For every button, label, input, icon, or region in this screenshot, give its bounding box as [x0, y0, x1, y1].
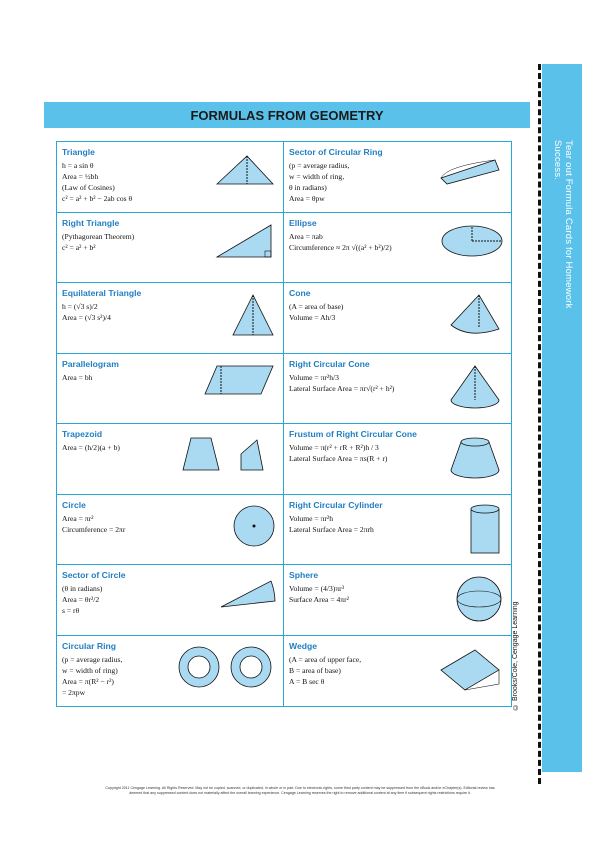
cell-title: Right Circular Cone — [289, 358, 370, 369]
ellipse-icon — [439, 221, 505, 262]
formula-line: Area = (√3 s²)/4 — [62, 313, 111, 323]
formula-cell — [57, 354, 284, 425]
formula-line: Circumference = 2πr — [62, 524, 126, 534]
formula-line: w = width of ring) — [62, 665, 118, 675]
tear-line — [538, 64, 541, 784]
formula-cell — [284, 424, 511, 495]
formula-line: Area = (h/2)(a + b) — [62, 443, 120, 453]
equilateral-triangle-icon — [229, 291, 277, 342]
frustum-icon — [445, 432, 505, 485]
cell-title: Frustum of Right Circular Cone — [289, 429, 417, 439]
formula-line: w = width of ring, — [289, 172, 345, 182]
formula-cell — [284, 142, 511, 213]
cell-title: Wedge — [289, 640, 318, 651]
cell-title: Circular Ring — [62, 640, 116, 651]
formula-cell — [57, 565, 284, 636]
formula-cell — [284, 213, 511, 284]
cell-title: Triangle — [62, 147, 95, 157]
right-triangle-icon — [213, 221, 277, 264]
formula-line: Area = bh — [62, 372, 93, 382]
formula-line: Volume = πr²h — [289, 513, 334, 523]
formula-cell — [57, 142, 284, 213]
cell-title: Right Triangle — [62, 217, 120, 228]
formula-line: c² = a² + b² − 2ab cos θ — [62, 194, 133, 204]
cell-title: Equilateral Triangle — [62, 288, 142, 298]
formula-line: Volume = (4/3)πr³ — [289, 584, 344, 594]
formula-line: Area = π(R² − r²) — [62, 676, 114, 686]
formula-line: Lateral Surface Area = πs(R + r) — [289, 454, 388, 464]
formula-line: Area = θr²/2 — [62, 595, 100, 605]
formula-line: (p = average radius, — [289, 161, 350, 171]
footer-line-1: Copyright 2011 Cengage Learning. All Rights Reserved. May not be copied, scanned, or duplicated, in whole or in part. Due to electronic rights, some third party content may be suppressed from the eBook and/or eChapter(s). Editorial review has — [105, 786, 495, 790]
footer — [70, 786, 530, 797]
formula-line: Surface Area = 4πr² — [289, 595, 349, 605]
formula-cell — [57, 424, 284, 495]
sphere-icon — [453, 573, 505, 628]
formula-cell — [284, 636, 511, 707]
formula-line: A = B sec θ — [289, 676, 325, 686]
cell-title: Sphere — [289, 570, 319, 580]
formula-cell — [57, 283, 284, 354]
triangle-icon — [213, 150, 277, 193]
formula-cell — [57, 213, 284, 284]
formula-line: Area = θpw — [289, 194, 325, 204]
formula-line: (A = area of base) — [289, 302, 344, 312]
cell-title: Right Circular Cylinder — [289, 499, 383, 510]
formula-line: Volume = πr²h/3 — [289, 372, 339, 382]
formula-line: Area = πab — [289, 231, 323, 241]
circle-icon — [231, 503, 277, 552]
formula-line: Lateral Surface Area = 2πrh — [289, 524, 374, 534]
formula-line: Lateral Surface Area = πr√(r² + h²) — [289, 383, 395, 393]
cell-title: Cone — [289, 288, 311, 298]
cell-title: Ellipse — [289, 217, 317, 228]
formula-line: s = rθ — [62, 606, 80, 616]
parallelogram-icon — [201, 362, 277, 403]
formula-cell — [284, 283, 511, 354]
formula-line: = 2πpw — [62, 687, 86, 697]
formula-line: Volume = Ah/3 — [289, 313, 336, 323]
formula-line: h = a sin θ — [62, 161, 94, 171]
ring-sector-icon — [437, 150, 505, 191]
formula-line: Area = πr² — [62, 513, 94, 523]
formula-cell — [57, 636, 284, 707]
cell-title: Circle — [62, 499, 86, 510]
cylinder-icon — [465, 503, 505, 562]
formula-grid — [56, 141, 512, 707]
formula-line: B = area of base) — [289, 665, 341, 675]
formula-cell — [284, 495, 511, 566]
cell-title: Sector of Circle — [62, 570, 126, 580]
formula-line: (Law of Cosines) — [62, 183, 115, 193]
formula-line: (p = average radius, — [62, 654, 123, 664]
circle-sector-icon — [215, 573, 277, 616]
formula-line: (A = area of upper face, — [289, 654, 362, 664]
cell-title: Sector of Circular Ring — [289, 147, 383, 157]
formula-line: Circumference ≈ 2π √((a² + b²)/2) — [289, 242, 392, 252]
formula-cell — [284, 565, 511, 636]
wedge-icon — [435, 644, 505, 697]
formula-line: θ in radians) — [289, 183, 327, 193]
right-cone-icon — [445, 362, 505, 417]
side-copyright: © Brooks/Cole, Cengage Learning — [512, 601, 519, 710]
cell-title: Parallelogram — [62, 358, 119, 369]
formula-line: (θ in radians) — [62, 584, 103, 594]
formula-line: Area = ½bh — [62, 172, 99, 182]
formula-line: h = (√3 s)/2 — [62, 302, 98, 312]
cell-title: Trapezoid — [62, 429, 103, 439]
trapezoid-icon — [177, 432, 277, 479]
formula-line: Volume = π(r² + rR + R²)h / 3 — [289, 443, 379, 453]
formula-cell — [284, 354, 511, 425]
formula-line: (Pythagorean Theorem) — [62, 231, 135, 241]
formula-cell — [57, 495, 284, 566]
title-bar — [44, 102, 530, 128]
formula-line: c² = a² + b² — [62, 242, 96, 252]
footer-line-2: deemed that any suppressed content does not materially affect the overall learning experience. Cengage Learning reserves the right to remove additional content at any time if subsequent rights restrictions require it. — [129, 791, 471, 796]
side-tab-text: Tear out Formula Cards for Homework Success. — [552, 140, 574, 309]
ring-icon — [177, 644, 277, 693]
cone-icon — [445, 291, 505, 340]
page-title: FORMULAS FROM GEOMETRY — [190, 107, 384, 123]
